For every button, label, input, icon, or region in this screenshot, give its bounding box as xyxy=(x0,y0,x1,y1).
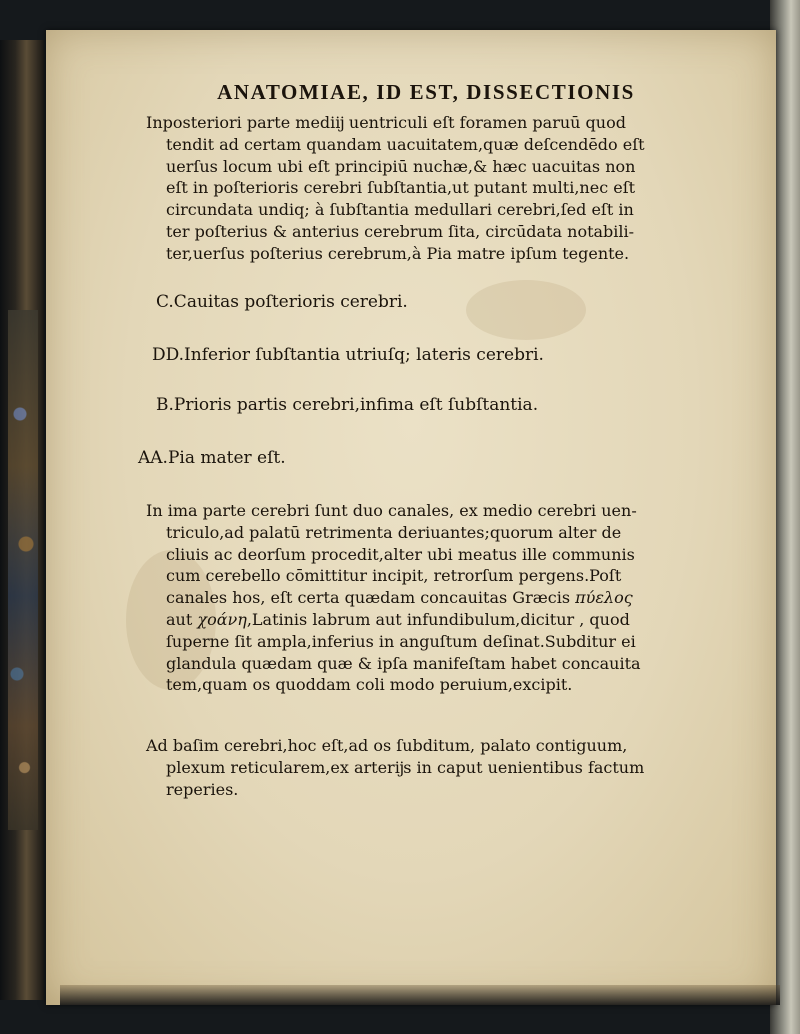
figure-caption-aa: AA.Pia mater eſt. xyxy=(138,448,286,468)
figure-caption-c: C.Cauitas poſterioris cerebri. xyxy=(156,292,408,312)
text-line: eſt in poſterioris cerebri ſubſtantia,ut putant multi,nec eſt xyxy=(166,178,636,198)
greek-word: πύελος xyxy=(575,588,633,608)
marbled-endpaper xyxy=(8,310,38,830)
text-line: Ad baſim cerebri,hoc eſt,ad os ſubditum, palato contiguum, xyxy=(146,736,628,755)
paper-stain xyxy=(466,280,586,340)
text-line: ter,uerſus poſterius cerebrum,à Pia matre ipſum tegente. xyxy=(166,243,630,263)
text-line: tendit ad certam quandam uacuitatem,quæ deſcendēdo eſt xyxy=(166,134,645,154)
text-line: circundata undiq; à ſubſtantia medullari cerebri,ſed eſt in xyxy=(166,200,634,220)
text-line: In ima parte cerebri ſunt duo canales, ex medio cerebri uen- xyxy=(146,501,637,520)
text-line: ter poſterius & anterius cerebrum ſita, circūdata notabili- xyxy=(166,221,635,241)
text-line: uerſus locum ubi eſt principiū nuchæ,& hæc uacuitas non xyxy=(166,156,636,176)
figure-caption-dd: DD.Inferior ſubſtantia utriuſq; lateris cerebri. xyxy=(152,345,544,365)
text-line: cum cerebello cōmittitur incipit, retrorſum pergens.Poſt xyxy=(166,566,622,586)
page-bottom-shadow xyxy=(60,985,780,1005)
text-line xyxy=(146,609,756,631)
text-line: glandula quædam quæ & ipſa manifeſtam habet concauita xyxy=(166,653,641,673)
book-page xyxy=(46,30,776,1005)
text-line: cliuis ac deorſum procedit,alter ubi meatus ille communis xyxy=(166,544,635,564)
figure-caption-b: B.Prioris partis cerebri,infima eſt ſubſtantia. xyxy=(156,395,539,415)
text-line: tem,quam os quoddam coli modo peruium,excipit. xyxy=(166,675,573,695)
text-line: reperies. xyxy=(166,779,239,799)
text-line: ſuperne ſit ampla,inferius in anguſtum deſinat.Subditur ei xyxy=(166,631,636,651)
running-head: ANATOMIAE, ID EST, DISSECTIONIS xyxy=(217,80,635,104)
greek-word: χοάνη xyxy=(197,609,247,629)
paragraph-canals xyxy=(146,500,756,696)
text-segment: canales hos, eſt certa quædam concauitas Græcis xyxy=(166,588,571,608)
text-line: triculo,ad palatū retrimenta deriuantes;quorum alter de xyxy=(166,522,622,542)
text-segment: ,Latinis labrum aut infundibulum,dicitur , quod xyxy=(246,609,630,629)
book-binding-edge xyxy=(0,40,44,1000)
text-line: plexum reticularem,ex arterĳs in caput uenientibus factum xyxy=(166,757,645,777)
text-segment: aut xyxy=(166,609,193,629)
text-line: Inposteriori parte mediĳ uentriculi eſt foramen paruū quod xyxy=(146,113,626,132)
paragraph-ventricle-foramen xyxy=(146,112,756,265)
text-line xyxy=(146,587,756,609)
paragraph-rete-mirabile xyxy=(146,735,756,800)
